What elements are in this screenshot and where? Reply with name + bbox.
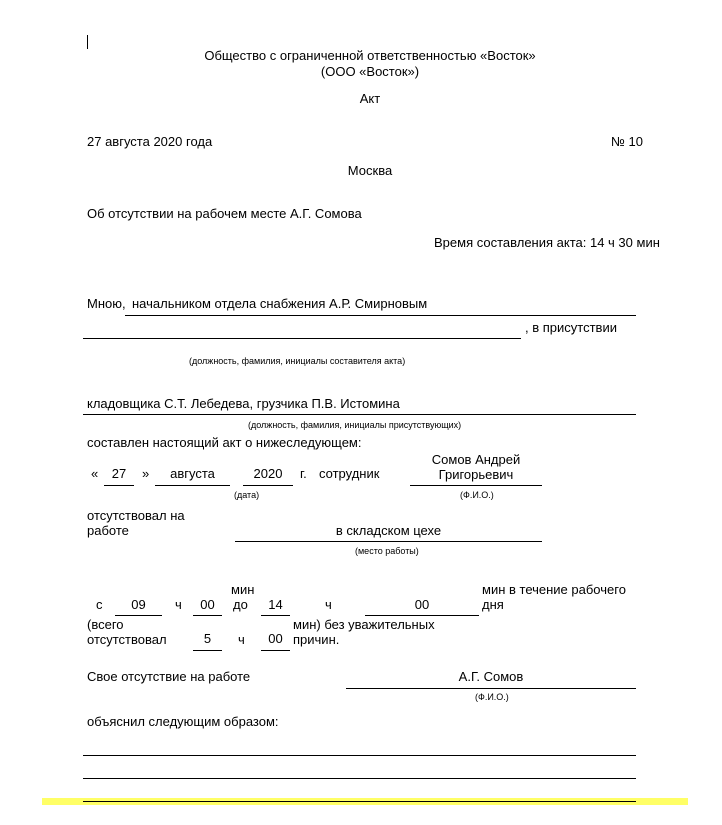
explanation-line-1 bbox=[83, 755, 636, 756]
total-hours-underline bbox=[193, 650, 222, 651]
total-prefix-line2: отсутствовал bbox=[87, 632, 167, 647]
hour-label-2: ч bbox=[325, 597, 332, 612]
witnesses-caption: (должность, фамилия, инициалы присутствующих) bbox=[248, 420, 462, 430]
act-city: Москва bbox=[347, 163, 393, 178]
workplace-value: в складском цехе bbox=[335, 523, 442, 538]
employee-name-line1: Сомов Андрей bbox=[431, 452, 521, 467]
total-minutes-underline bbox=[261, 650, 290, 651]
from-min: 00 bbox=[200, 597, 215, 612]
range-suffix-line1: мин в течение рабочего bbox=[482, 582, 626, 597]
employee-label: сотрудник bbox=[319, 466, 380, 481]
doc-type-title: Акт bbox=[359, 91, 381, 106]
event-year-underline bbox=[243, 485, 293, 486]
total-hour-label: ч bbox=[238, 632, 245, 647]
event-month-underline bbox=[155, 485, 230, 486]
date-caption: (дата) bbox=[234, 490, 260, 500]
act-subject: Об отсутствии на рабочем месте А.Г. Сомова bbox=[87, 206, 362, 221]
from-min-underline bbox=[193, 615, 222, 616]
quote-open: « bbox=[91, 466, 99, 481]
workplace-underline bbox=[235, 541, 542, 542]
event-day-underline bbox=[104, 485, 134, 486]
to-label: до bbox=[233, 597, 248, 612]
org-short-name: (ООО «Восток») bbox=[320, 64, 420, 79]
explainer-caption: (Ф.И.О.) bbox=[475, 692, 509, 702]
explainer-name-underline bbox=[346, 688, 636, 689]
year-suffix: г. bbox=[300, 466, 307, 481]
explanation-label: Свое отсутствие на работе bbox=[87, 669, 251, 684]
absence-label-line1: отсутствовал на bbox=[87, 508, 185, 523]
act-number: № 10 bbox=[611, 134, 644, 149]
total-suffix-line1: мин) без уважительных bbox=[293, 617, 435, 632]
event-year: 2020 bbox=[253, 466, 283, 481]
event-month: августа bbox=[170, 466, 215, 481]
statement-text: составлен настоящий акт о нижеследующем: bbox=[87, 435, 362, 450]
explainer-name: А.Г. Сомов bbox=[458, 669, 524, 684]
range-suffix-line2: дня bbox=[482, 597, 504, 612]
explanation-line-2 bbox=[83, 778, 636, 779]
composer-value: начальником отдела снабжения А.Р. Смирновым bbox=[132, 296, 428, 311]
to-hour: 14 bbox=[268, 597, 283, 612]
employee-name-underline bbox=[410, 485, 542, 486]
explanation-line-3 bbox=[83, 801, 636, 802]
workplace-caption: (место работы) bbox=[355, 546, 419, 556]
from-hour: 09 bbox=[131, 597, 146, 612]
total-suffix-line2: причин. bbox=[293, 632, 340, 647]
to-hour-underline bbox=[261, 615, 290, 616]
witnesses-value: кладовщика С.Т. Лебедева, грузчика П.В. Истомина bbox=[87, 396, 400, 411]
act-time-created: Время составления акта: 14 ч 30 мин bbox=[434, 235, 660, 250]
total-minutes: 00 bbox=[268, 631, 283, 646]
from-label: с bbox=[96, 597, 103, 612]
to-min: 00 bbox=[414, 597, 430, 612]
act-date: 27 августа 2020 года bbox=[87, 134, 213, 149]
total-prefix-line1: (всего bbox=[87, 617, 124, 632]
org-full-name: Общество с ограниченной ответственностью «Восток» bbox=[204, 48, 536, 63]
absence-label-line2: работе bbox=[87, 523, 129, 538]
employee-name-line2: Григорьевич bbox=[438, 467, 514, 482]
composer-underline bbox=[125, 315, 636, 316]
witnesses-underline bbox=[83, 414, 636, 415]
total-hours: 5 bbox=[203, 631, 212, 646]
fio-caption: (Ф.И.О.) bbox=[460, 490, 494, 500]
event-day: 27 bbox=[111, 466, 127, 481]
composer-caption: (должность, фамилия, инициалы составителя акта) bbox=[189, 356, 406, 366]
from-hour-underline bbox=[115, 615, 162, 616]
text-cursor bbox=[87, 35, 88, 49]
quote-close: » bbox=[142, 466, 150, 481]
composer-underline-2 bbox=[83, 338, 521, 339]
composer-prefix: Мною, bbox=[87, 296, 126, 311]
to-min-underline bbox=[365, 615, 479, 616]
presence-suffix: , в присутствии bbox=[525, 320, 617, 335]
min-label: мин bbox=[231, 582, 255, 597]
hour-label: ч bbox=[175, 597, 182, 612]
explained-label: объяснил следующим образом: bbox=[87, 714, 279, 729]
